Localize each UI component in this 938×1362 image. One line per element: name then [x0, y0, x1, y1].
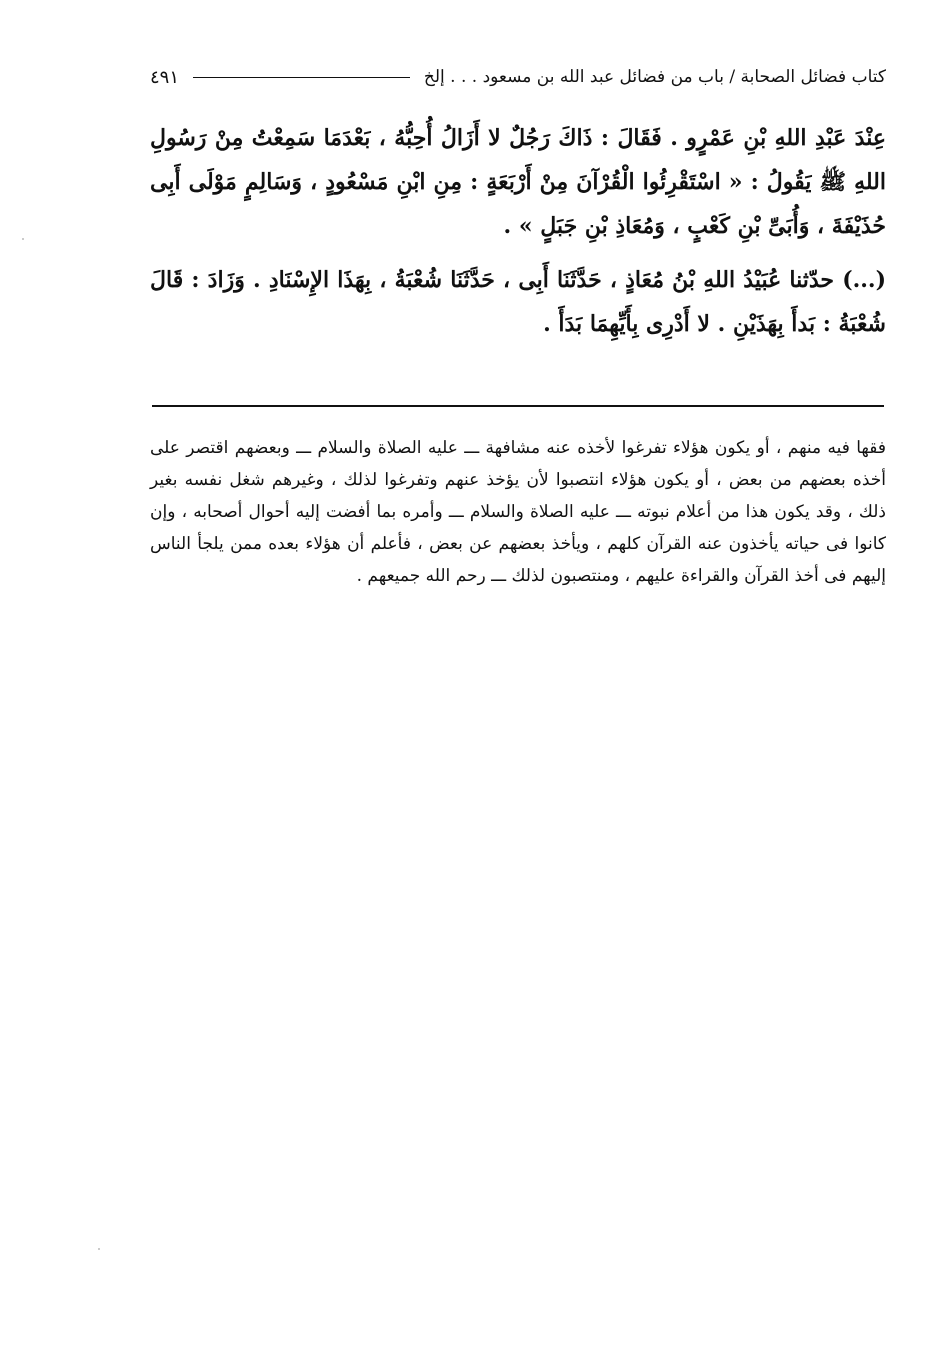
running-header — [150, 62, 886, 92]
footnote-separator — [152, 405, 884, 407]
footnote — [150, 432, 886, 592]
hadith-paragraph-1: عِنْدَ عَبْدِ اللهِ بْنِ عَمْرٍو . فَقَالَ : ذَاكَ رَجُلٌ لا أَزَالُ أُحِبُّهُ ، بَعْدَمَا سَمِعْتُ مِنْ رَسُولِ اللهِ ﷺ يَقُولُ : « اسْتَقْرِئُوا الْقُرْآنَ مِنْ أَرْبَعَةٍ : مِنِ ابْنِ مَسْعُودٍ ، وَسَالِمٍ مَوْلَى أَبِى حُذَيْفَةَ ، وَأُبَىِّ بْنِ كَعْبٍ ، وَمُعَاذِ بْنِ جَبَلٍ » . — [150, 125, 886, 239]
scan-speck — [98, 1248, 100, 1250]
page-number: ٤٩١ — [150, 66, 180, 88]
footnote-text: فقها فيه منهم ، أو يكون هؤلاء تفرغوا لأخذه عنه مشافهة ـــ عليه الصلاة والسلام ـــ وبعضهم اقتصر على أخذه بعضهم من بعض ، أو يكون هؤلاء انتصبوا لأن يؤخذ عنهم وتفرغوا لذلك ، وغيرهم شغل نفسه بغير ذلك ، وقد يكون هذا من أعلام نبوته ـــ عليه الصلاة والسلام ـــ وأمره بما أفضت إليه أحوال أصحابه ، وإن كانوا فى حياته يأخذون عنه القرآن كلهم ، ويأخذ بعضهم عن بعض ، فأعلم أن هؤلاء بعده ممن يلجأ الناس إليهم فى أخذ القرآن والقراءة عليهم ، ومنتصبون لذلك ـــ رحم الله جميعهم . — [150, 438, 886, 586]
hadith-body — [150, 116, 886, 346]
header-rule — [193, 77, 410, 78]
chapter-title: كتاب فضائل الصحابة / باب من فضائل عبد الله بن مسعود . . . إلخ — [423, 67, 886, 87]
scan-speck — [22, 238, 24, 240]
hadith-paragraph-2: (...) حدّثنا عُبَيْدُ اللهِ بْنُ مُعَاذٍ ، حَدَّثَنَا أَبِى ، حَدَّثَنَا شُعْبَةُ ، بِهَذَا الإِسْنَادِ . وَزَادَ : قَالَ شُعْبَةُ : بَدأَ بِهَذَيْنِ . لا أَدْرِى بِأَيِّهِمَا بَدَأَ . — [150, 267, 886, 337]
